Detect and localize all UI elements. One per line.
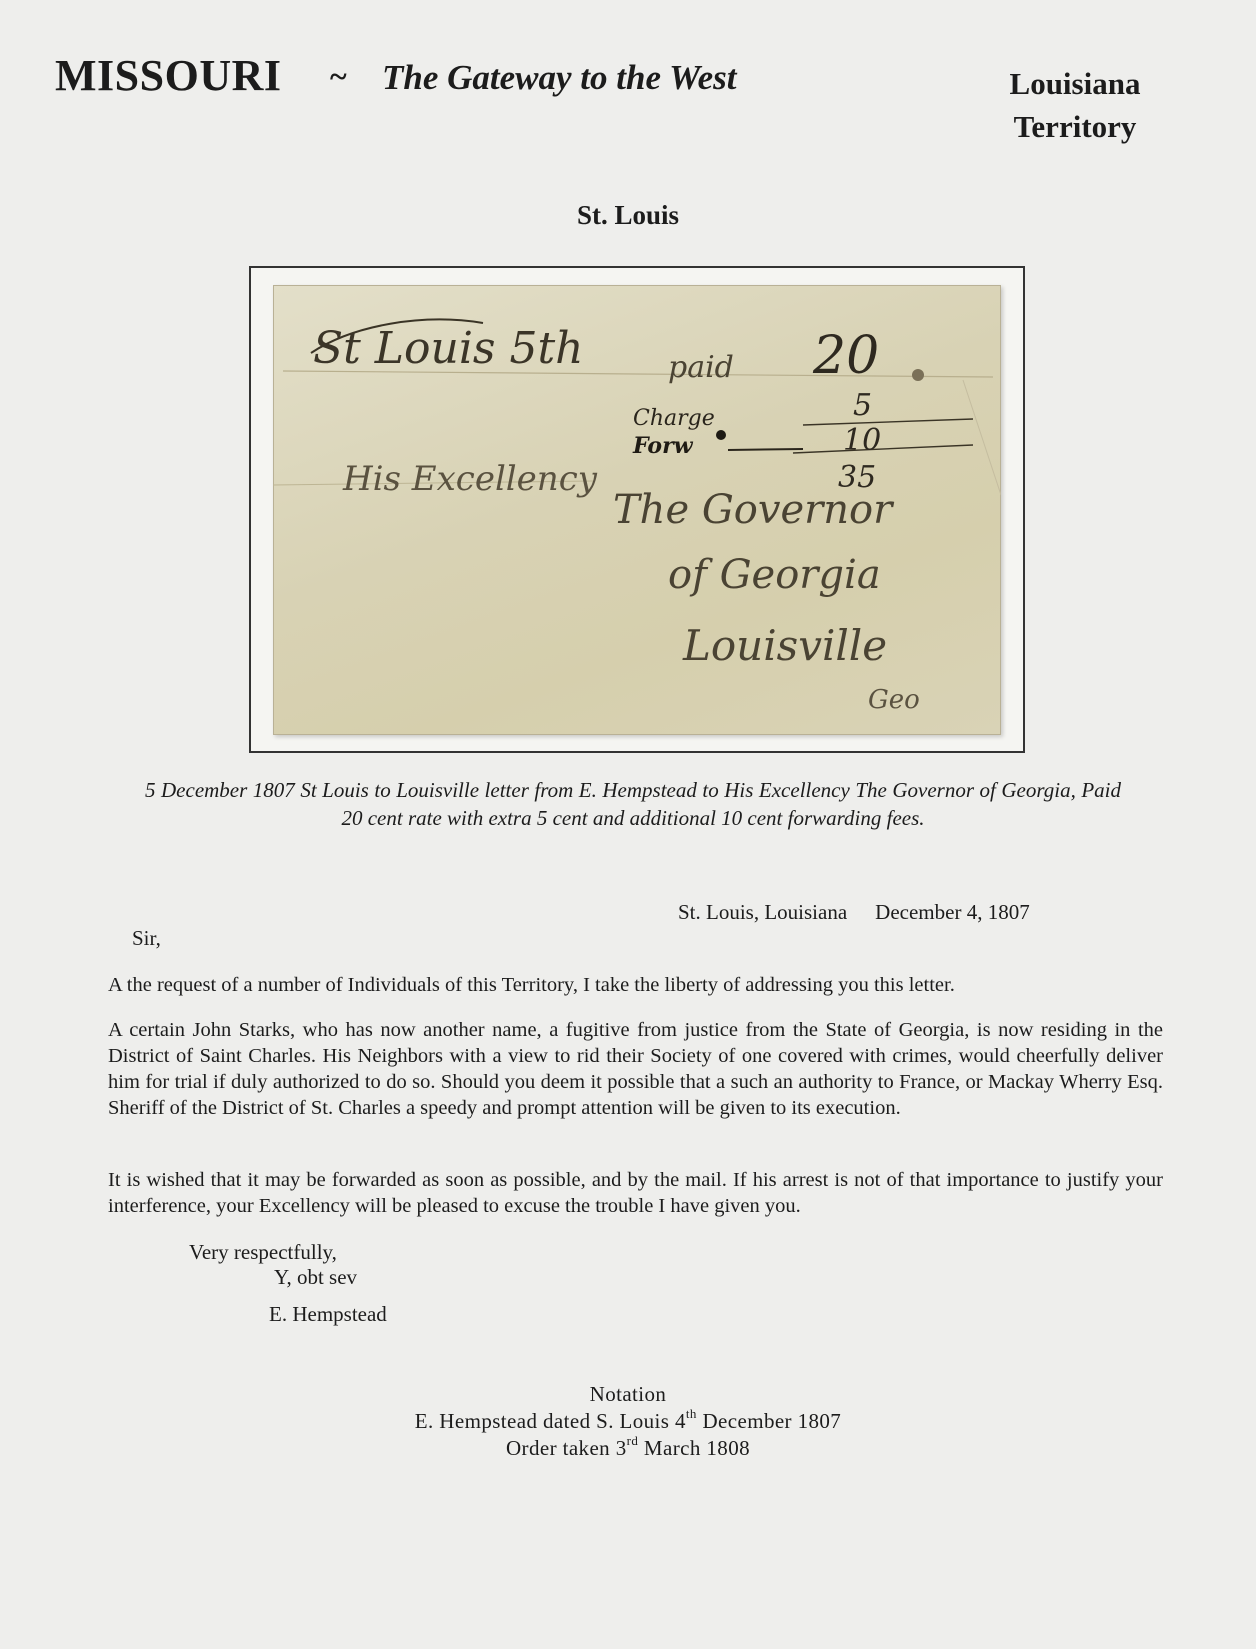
ink-spot (912, 369, 924, 381)
letter-paragraph-1: A the request of a number of Individuals of this Territory, I take the liberty of addressing you this letter. (108, 974, 955, 996)
address-line-3: Louisville (683, 621, 888, 670)
letter-salutation: Sir, (132, 926, 161, 950)
charge-amount: 5 (853, 388, 873, 423)
stampless-cover-image (273, 285, 1001, 735)
notation-line-1-text: E. Hempstead dated S. Louis 4 (414, 1409, 686, 1433)
notation-block (0, 1381, 1256, 1462)
paid-marking: paid (668, 350, 734, 385)
ink-rule (728, 449, 803, 450)
notation-line-2-ordinal: rd (626, 1433, 639, 1448)
address-line-4: Geo (868, 685, 920, 715)
charge-label: Charge (633, 406, 715, 431)
letter-signature: E. Hempstead (269, 1302, 387, 1326)
total-amount: 35 (838, 460, 877, 495)
cover-caption: 5 December 1807 St Louis to Louisville letter from E. Hempstead to His Excellency The Governor of Georgia, Paid 20 cent rate with extra 5 cent and additional 10 cent forwarding fees. (145, 778, 1121, 830)
letter-dateline (678, 900, 1030, 925)
title-separator: ~ (330, 58, 347, 94)
letter-place: St. Louis, Louisiana (678, 900, 848, 924)
ink-spot (716, 430, 726, 440)
ink-rule (793, 445, 973, 453)
cover-photo-frame (249, 266, 1025, 753)
section-heading: St. Louis (576, 200, 680, 230)
address-line-2: of Georgia (668, 552, 881, 598)
rate-marking: 20 (813, 326, 880, 386)
origin-postmark: St Louis 5th (313, 323, 584, 374)
fold-line (963, 380, 1001, 495)
letter-closing-2: Y, obt sev (274, 1265, 358, 1289)
letter-paragraph-2: A certain John Starks, who has now another name, a fugitive from justice from the State of Georgia, is now residing in the District of Saint Charles. His Neighbors with a view to rid their Society of one covered with crimes, would cheerfully deliver him for trial if duly authorized to do so. Should you deem it possible that a such an authority to France, or Mackay Wherry Esq. Sheriff of the District of St. Charles a speedy and prompt attention will be given to its execution. (108, 1019, 1163, 1119)
address-line-1: The Governor (613, 487, 893, 533)
page-title: MISSOURI (55, 51, 282, 100)
territory-line-1: Louisiana (1009, 66, 1141, 101)
forward-label: Forw (633, 433, 693, 459)
notation-line-1-date: December 1807 (696, 1409, 842, 1433)
manuscript-cover-icon (273, 285, 1001, 735)
notation-line-2-text: Order taken 3 (505, 1436, 627, 1460)
letter-paragraph-3: It is wished that it may be forwarded as soon as possible, and by the mail. If his arrest is not of that importance to justify your interference, your Excellency will be pleased to excuse the trouble I have given you. (108, 1169, 1163, 1217)
territory-label (960, 62, 1190, 148)
ink-rule (803, 419, 973, 425)
notation-line-2 (0, 1435, 1256, 1462)
letter-date: December 4, 1807 (875, 900, 1030, 924)
page-subtitle: The Gateway to the West (382, 58, 737, 97)
notation-line-1 (0, 1408, 1256, 1435)
addressee-title: His Excellency (343, 459, 597, 499)
notation-line-1-ordinal: th (685, 1406, 697, 1421)
notation-line-2-date: March 1808 (638, 1436, 750, 1460)
territory-line-2: Territory (1013, 109, 1137, 144)
letter-closing: Very respectfully, (189, 1240, 337, 1264)
forward-amount: 10 (843, 423, 882, 458)
notation-heading: Notation (589, 1382, 667, 1406)
